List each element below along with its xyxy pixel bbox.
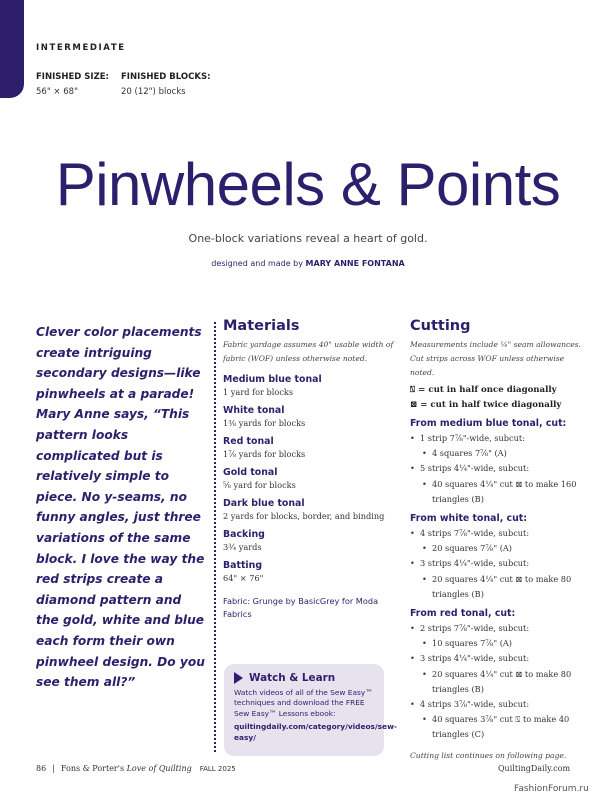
finished-blocks-value: 20 (12") blocks — [121, 87, 186, 97]
cut-key-twice: ⊠ = cut in half twice diagonally — [410, 399, 562, 410]
cut-key-once: ⍂ = cut in half once diagonally — [410, 385, 557, 395]
cutting-section-heading: From medium blue tonal, cut: — [410, 418, 567, 429]
cutting-line: • 5 strips 4¼"-wide, subcut: — [410, 461, 590, 476]
cutting-list — [410, 418, 590, 743]
watch-url-link[interactable]: quiltingdaily.com/category/videos/sew-easy/ — [234, 722, 397, 742]
material-amount: 2 yards for blocks, border, and binding — [223, 511, 385, 521]
cutting-note: Measurements include ¼" seam allowances. Cut strips across WOF unless otherwise noted. — [410, 340, 582, 377]
intro-text: Clever color placements create intriguing secondary designs—like pinwheels at a parade! Mary Anne says, “This pattern looks complicated but is relatively simple to piece. No y-seams, no funny angles, just three variations of the same block. I love the way the red strips create a diamond pattern and the gold, white and blue each form their own pinwheel design. Do you see them all?” — [36, 325, 205, 690]
page-number: 86 — [36, 764, 47, 773]
watermark: FashionForum.ru — [514, 784, 589, 794]
footer-separator: | — [52, 764, 55, 773]
watch-heading — [234, 672, 374, 684]
cutting-line: • 4 strips 7⅞"-wide, subcut: — [410, 526, 590, 541]
magazine-name: Love of Quilting — [126, 764, 192, 773]
cutting-line: • 40 squares 4¼" cut ⊠ to make 160 triangles (B) — [410, 477, 590, 507]
fabric-note: Fabric: Grunge by BasicGrey for Moda Fabrics — [223, 596, 379, 619]
byline-prefix: designed and made by — [211, 259, 303, 268]
watch-heading-text: Watch & Learn — [249, 672, 336, 684]
material-name: Red tonal — [223, 436, 274, 447]
byline — [0, 259, 616, 268]
finished-size-value: 56" × 68" — [36, 87, 78, 97]
material-name: Backing — [223, 529, 265, 540]
cutting-heading: Cutting — [410, 318, 471, 334]
skill-level: INTERMEDIATE — [36, 43, 126, 53]
play-icon — [234, 672, 243, 684]
dotted-divider — [214, 322, 216, 752]
material-amount: 1 yard for blocks — [223, 387, 294, 397]
cutting-line: • 1 strip 7⅞"-wide, subcut: — [410, 431, 590, 446]
magazine-prefix: Fons & Porter's — [60, 764, 125, 773]
material-amount: ⅝ yard for blocks — [223, 480, 296, 490]
material-amount: 64" × 76" — [223, 573, 264, 583]
material-name: White tonal — [223, 405, 285, 416]
cutting-line: • 20 squares 4¼" cut ⊠ to make 80 triangles (B) — [410, 667, 590, 697]
cutting-line: • 20 squares 7⅞" (A) — [410, 541, 590, 556]
watch-learn-box — [224, 664, 397, 756]
materials-list — [223, 374, 398, 583]
cutting-line: • 10 squares 7⅞" (A) — [410, 636, 590, 651]
cutting-continued: Cutting list continues on following page. — [410, 750, 567, 760]
cutting-line: • 3 strips 4¼"-wide, subcut: — [410, 651, 590, 666]
material-amount: 1⅞ yards for blocks — [223, 449, 306, 459]
subtitle: One-block variations reveal a heart of gold. — [188, 232, 428, 245]
watch-text: Watch videos of all of the Sew Easy™ techniques and download the FREE Sew Easy™ Lessons ebook: — [234, 688, 373, 718]
material-name: Medium blue tonal — [223, 374, 322, 385]
designer-name: MARY ANNE FONTANA — [305, 259, 405, 268]
footer-site[interactable]: QuiltingDaily.com — [498, 764, 571, 773]
cutting-section-heading: From white tonal, cut: — [410, 513, 527, 525]
cutting-line: • 20 squares 4¼" cut ⊠ to make 80 triangles (B) — [410, 572, 590, 602]
material-amount: 3¾ yards — [223, 542, 262, 552]
finished-size-label: FINISHED SIZE: — [36, 72, 109, 82]
cutting-column — [410, 318, 590, 760]
cutting-section-heading: From red tonal, cut: — [410, 608, 516, 620]
page-title: Pinwheels & Points — [55, 151, 561, 218]
cutting-line: • 40 squares 3⅞" cut ⍂ to make 40 triangles (C) — [410, 712, 590, 742]
material-name: Dark blue tonal — [223, 498, 305, 509]
material-name: Gold tonal — [223, 467, 278, 478]
materials-heading: Materials — [223, 318, 300, 334]
cutting-line: • 3 strips 4¼"-wide, subcut: — [410, 556, 590, 571]
materials-column — [223, 318, 398, 621]
material-amount: 1⅜ yards for blocks — [223, 418, 306, 428]
page-tab — [0, 0, 24, 98]
materials-note: Fabric yardage assumes 40" usable width of fabric (WOF) unless otherwise noted. — [223, 340, 394, 363]
cutting-line: • 4 strips 3⅞"-wide, subcut: — [410, 697, 590, 712]
issue-label: FALL 2025 — [199, 765, 236, 773]
cutting-line: • 4 squares 7⅞" (A) — [410, 446, 590, 461]
material-name: Batting — [223, 560, 263, 571]
finished-blocks-label: FINISHED BLOCKS: — [121, 72, 211, 82]
footer-left — [36, 764, 236, 773]
cutting-line: • 2 strips 7⅞"-wide, subcut: — [410, 621, 590, 636]
